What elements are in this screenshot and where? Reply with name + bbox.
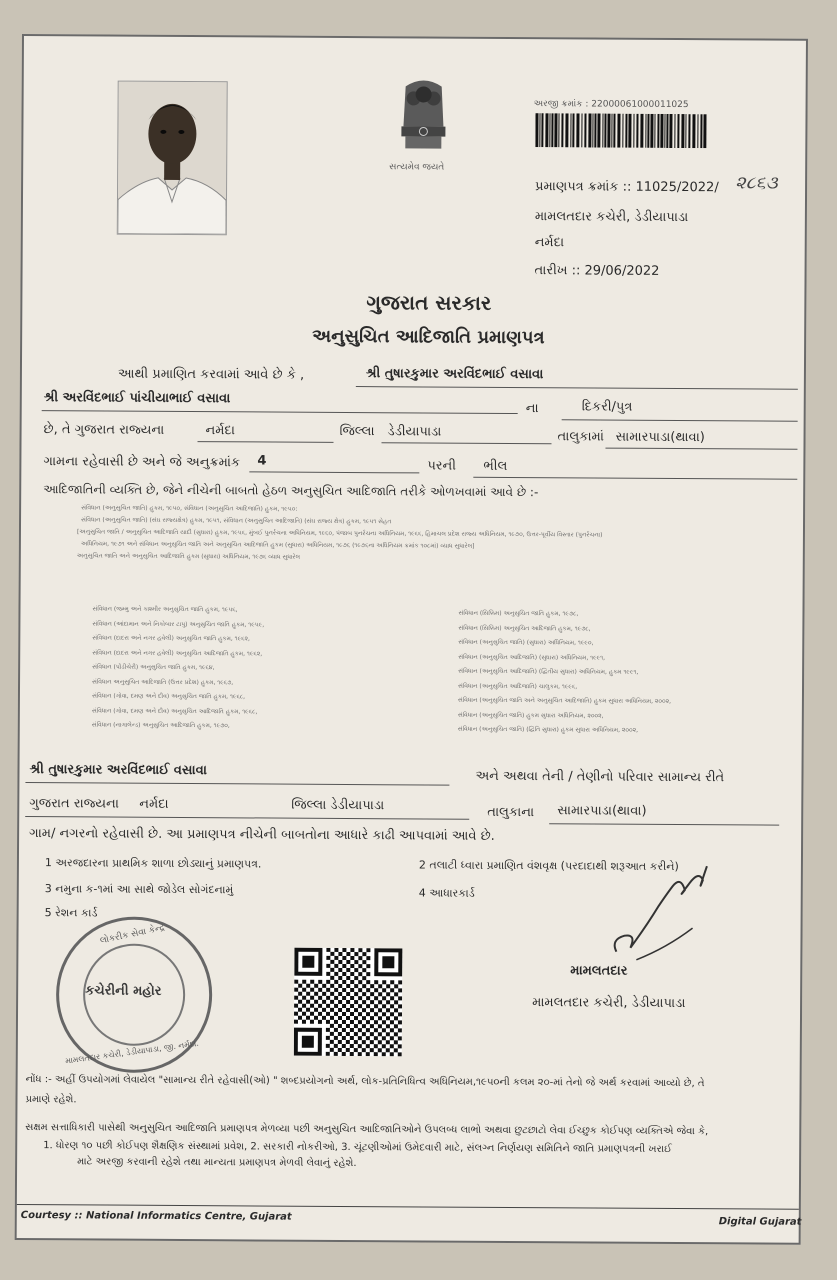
document-item: 2 તલાટી ધ્વારા પ્રમાણિત વંશવૃક્ષ (પરદાદાથી શરૂઆત કરીને)	[418, 858, 679, 874]
note-3: 1. ધોરણ ૧૦ પછી કોઈપણ શૈક્ષણિક સંસ્થામાં પ્રવેશ, 2. સરકારી નોકરીઓ, 3. ચૂંટણીઓમાં ઉમેદવારી માટે, સંલગ્ન નિર્ણયણ સમિતિને જાતિ પ્રમાણપત્રની ખરાઈ	[43, 1140, 672, 1155]
residence-district: નર્મદા	[139, 796, 169, 812]
caste-label: પરની	[427, 458, 456, 474]
order-left-item: સંવિધાન (ગોવા, દમણ અને દીવ) અનુસુચિત આદિજાતિ હુકમ, ૧૯૬૮,	[91, 706, 258, 715]
note-1b: પ્રમાણે રહેશે.	[25, 1094, 77, 1106]
certificate-number: પ્રમાણપત્ર ક્રમાંક :: 11025/2022/	[535, 179, 719, 196]
order-right-item: સંવિધાન (સિક્કિમ) અનુસુચિત જાતિ હુકમ, ૧૯૭૮,	[458, 609, 579, 618]
certificate-paper	[15, 34, 808, 1245]
district-line: નર્મદા	[534, 235, 565, 251]
residence-state: ગુજરાત રાજ્યના	[29, 796, 119, 812]
document-item: 1 અરજદારના પ્રાથમિક શાળા છોડ્યાનું પ્રમાણપત્ર.	[44, 856, 262, 871]
caste-value: ભીલ	[483, 458, 508, 474]
district-value: નર્મદા	[205, 423, 235, 439]
state-prefix: છે, તે ગુજરાત રાજ્યના	[43, 422, 165, 438]
document-item: 5 રેશન કાર્ડ	[44, 906, 98, 920]
order-right-item: સંવિધાન (અનુસુચિત જાતિ) હુકમ સુધારા અધિનિયમ, ૨૦૦૨,	[457, 711, 604, 720]
order-left-item: સંવિધાન (પોંડીચેરી) અનુસુચિત જાતિ હુકમ, ૧૯૬૪,	[92, 663, 215, 672]
order-line: સંવિધાન (અનુસુચિત જાતિ) (સંઘ રાજ્યક્ષેત્ર) હુકમ, ૧૯૫૧, સંવિધાન (અનુસુચિત આદિજાતિ) (સંઘ રાજ્ય ક્ષેત્ર) હુકમ, ૧૯૫૧ સેહત	[81, 516, 392, 526]
order-left-item: સંવિધાન (દાદરા અને નગર હવેલી) અનુસુચિત આદિજાતિ હુકમ, ૧૯૬૨,	[92, 648, 263, 657]
serial-value: 4	[257, 453, 267, 469]
residence-name: શ્રી તુષારકુમાર અરવિંદભાઈ વસાવા	[29, 762, 207, 779]
residence-taluka-label: તાલુકાના	[487, 804, 535, 821]
village-prefix: ગામના રહેવાસી છે અને જે અનુક્રમાંક	[43, 454, 241, 471]
order-right-item: સંવિધાન (અનુસુચિત આદિજાતિ) ચાલુકમ, ૧૯૯૬,	[458, 682, 578, 690]
order-right-item: સંવિધાન (અનુસુચિત જાતિ અને અનુસુચિત આદિજાતિ) હુકમ સુધારા અધિનિયમ, ૨૦૦૨,	[457, 696, 672, 705]
certify-prefix: આથી પ્રમાણિત કરવામાં આવે છે કે ,	[117, 366, 305, 383]
order-right-item: સંવિધાન (અનુસુચિત જાતિ) (સુધારા) અધિનિયમ, ૧૯૯૦,	[458, 638, 594, 647]
order-line: અનુસુચિત જાતિ અને અનુસુચિત આદિજાતિ હુકમ (સુધારા) અધિનિયમ, ૧૯૭૬ વ્યાધ સુધારેલ	[76, 552, 301, 561]
signature-scribble	[606, 856, 717, 967]
certificate-title: અનુસુચિત આદિજાતિ પ્રમાણપત્ર	[312, 325, 545, 349]
document-item: 3 નમુના ક-૧માં આ સાથે જોડેલ સોગંદનામું	[44, 882, 234, 897]
district-label: જિલ્લા	[339, 423, 375, 440]
recognition-line: આદિજાતિની વ્યક્તિ છે, જેને નીચેની બાબતો હેઠળ અનુસુચિત આદિજાતિ તરીકે ઓળખવામાં આવે છે :-	[43, 482, 539, 500]
note-2: સક્ષમ સત્તાધિકારી પાસેથી અનુસુચિત આદિજાતિ પ્રમાણપત્ર મેળવ્યા પછી અનુસુચિત આદિજાતિઓને ઉપલબ્ધ લાભો અથવા છુટછાટો લેવા ઈચ્છુક કોઈપણ વ્યક્તિએ જેવા કે,	[25, 1122, 709, 1138]
application-number: અરજી ક્રમાંક : 22000061000011025	[533, 99, 689, 111]
handwritten-number: ૨૮૬૩	[735, 172, 778, 194]
order-left-item: સંવિધાન (નાગાલેન્ડ) અનુસુચિત આદિજાતિ હુકમ, ૧૯૭૦,	[91, 721, 230, 730]
basis-line: ગામ/ નગરનો રહેવાસી છે. આ પ્રમાણપત્ર નીચેની બાબતોના આધારે કાઢી આપવામાં આવે છે.	[29, 826, 495, 844]
seal-center-text: કચેરીની મહોર	[85, 983, 162, 999]
footer-divider	[17, 1204, 799, 1210]
order-line: સંવિધાન (અનુસુચિત જાતિ) હુકમ, ૧૯૫૦, સંવિધાન (અનુસુચિત આદિજાતિ) હુકમ, ૧૯૫૦:	[81, 504, 298, 513]
footer-courtesy: Courtesy :: National Informatics Centre, Gujarat	[20, 1210, 292, 1223]
office-seal-stamp	[56, 916, 213, 1073]
seal-ring-top: લોકરીક સેવા કેન્દ્ર	[99, 923, 166, 947]
orders-left-column	[92, 602, 265, 734]
order-line: અધિનિયમ, ૧૯૭૧ અને સંવિધાન અનુસુચિત જાતિ અને અનુસુચિત આદિજાતિ હુકમ (સુધારા) અધિનિયમ, ૧૯૭૬ (૧૯૭૬ના અધિનિયમ ક્રમાંક ૧૦૮માં) વ્યાધ સુધારેલ]	[80, 540, 475, 550]
note-1: નોંધ :- અહીં ઉપયોગમાં લેવાયેલ "સામાન્ય રીતે રહેવાસી(ઓ) " શબ્દપ્રયોગનો અર્થ, લોક-પ્રતિનિધિત્વ અધિનિયમ,૧૯૫૦ની કલમ ૨૦-માં તેનો જે અર્થ કરવામાં આવ્યો છે, તે	[25, 1074, 705, 1090]
residence-village: સામારપાડા(થાવા)	[557, 803, 647, 819]
emblem-motto: સત્યમેવ જયતે	[389, 162, 445, 173]
order-left-item: સંવિધાન (આંદામાન અને નિકોબાર ટાપુ) અનુસુચિત જાતિ હુકમ, ૧૯૫૯,	[92, 619, 265, 628]
office-line: મામલતદાર કચેરી, ડેડીયાપાડા	[534, 209, 689, 226]
barcode	[535, 113, 707, 148]
order-left-item: સંવિધાન (જમ્મુ અને કાશ્મીર અનુસુચિત જાતિ હુકમ, ૧૯૫૬,	[92, 605, 238, 614]
note-4: માટે અરજી કરવાની રહેશે તથા માન્યતા પ્રમાણપત્ર મેળવી લેવાનું રહેશે.	[77, 1156, 357, 1170]
order-right-item: સંવિધાન (સિક્કિમ) અનુસુચિત આદિજાતિ હુકમ, ૧૯૭૮,	[458, 624, 591, 632]
relation-value: દિકરી/પુત્ર	[581, 399, 633, 415]
national-emblem-icon	[385, 76, 462, 160]
orders-top	[76, 502, 603, 565]
footer-digital: Digital Gujarat	[718, 1216, 802, 1228]
village-value: સામારપાડા(થાવા)	[615, 429, 705, 446]
parent-name: શ્રી અરવિંદભાઈ પાંચીયાભાઈ વસાવા	[43, 390, 231, 407]
relation-label: ના	[525, 401, 539, 417]
signatory-title: મામલતદાર	[570, 963, 628, 979]
taluka-value: ડેડીયાપાડા	[387, 424, 442, 440]
signatory-office: મામલતદાર કચેરી, ડેડીયાપાડા	[532, 995, 686, 1012]
order-right-item: સંવિધાન (અનુસુચિત આદિજાતિ) (દ્વિતીય સુધારા) અધિનિયમ, હુકમ ૧૯૯૧,	[458, 667, 639, 676]
order-line: [અનુસુચિત જાતિ / અનુસુચિત આદિજાતિ યાદી (સુધારા) હુકમ, ૧૯૫૬, મુંબઈ પુનર્રચના અધિનિયમ, ૧૯૬૦, પંજાબ પુનર્રચના અધિનિયમ, ૧૯૬૬, હિમાચલ પ્રદેશ રાજ્ય અધિનિયમ, ૧૯૭૦, ઉત્તર-પૂર્વીય વિસ્તાર (પુનર્રચના)	[76, 528, 603, 539]
order-left-item: સંવિધાન અનુસુચિત આદિજાતિ (ઉત્તર પ્રદેશ) હુકમ, ૧૯૬૭,	[92, 677, 234, 686]
applicant-photo	[117, 81, 228, 236]
applicant-name: શ્રી તુષારકુમાર અરવિંદભાઈ વસાવા	[365, 366, 544, 383]
residence-district-taluka: જિલ્લા ડેડીયાપાડા	[291, 797, 385, 814]
taluka-label: તાલુકામાં	[557, 429, 604, 445]
govt-title: ગુજરાત સરકાર	[366, 290, 492, 315]
date-line: તારીખ :: 29/06/2022	[534, 263, 660, 279]
signature-text	[607, 856, 611, 857]
order-left-item: સંવિધાન (દાદરા અને નગર હવેલી) અનુસુચિત જાતિ હુકમ, ૧૯૬૨,	[92, 634, 251, 643]
qr-code	[294, 948, 403, 1057]
orders-right-column	[458, 607, 672, 739]
family-text: અને અથવા તેની / તેણીનો પરિવાર સામાન્ય રીતે	[475, 768, 725, 786]
document-item: 4 આધારકાર્ડ	[418, 886, 475, 900]
order-right-item: સંવિધાન (અનુસુચિત જાતિ) (દ્વિતિ સુધારા) હુકમ સુધારા અધિનિયમ, ૨૦૦૨,	[457, 725, 639, 734]
order-right-item: સંવિધાન (અનુસુચિત આદિજાતિ) (સુધારા) અધિનિયમ, ૧૯૯૧,	[458, 653, 606, 662]
order-left-item: સંવિધાન (ગોવા, દમણ અને દીવ) અનુસુચિત જાતિ હુકમ, ૧૯૬૮,	[91, 692, 246, 701]
seal-ring-bottom: મામલતદાર કચેરી, ડેડીયાપાડા, જી. નર્મદા.	[64, 1038, 200, 1066]
